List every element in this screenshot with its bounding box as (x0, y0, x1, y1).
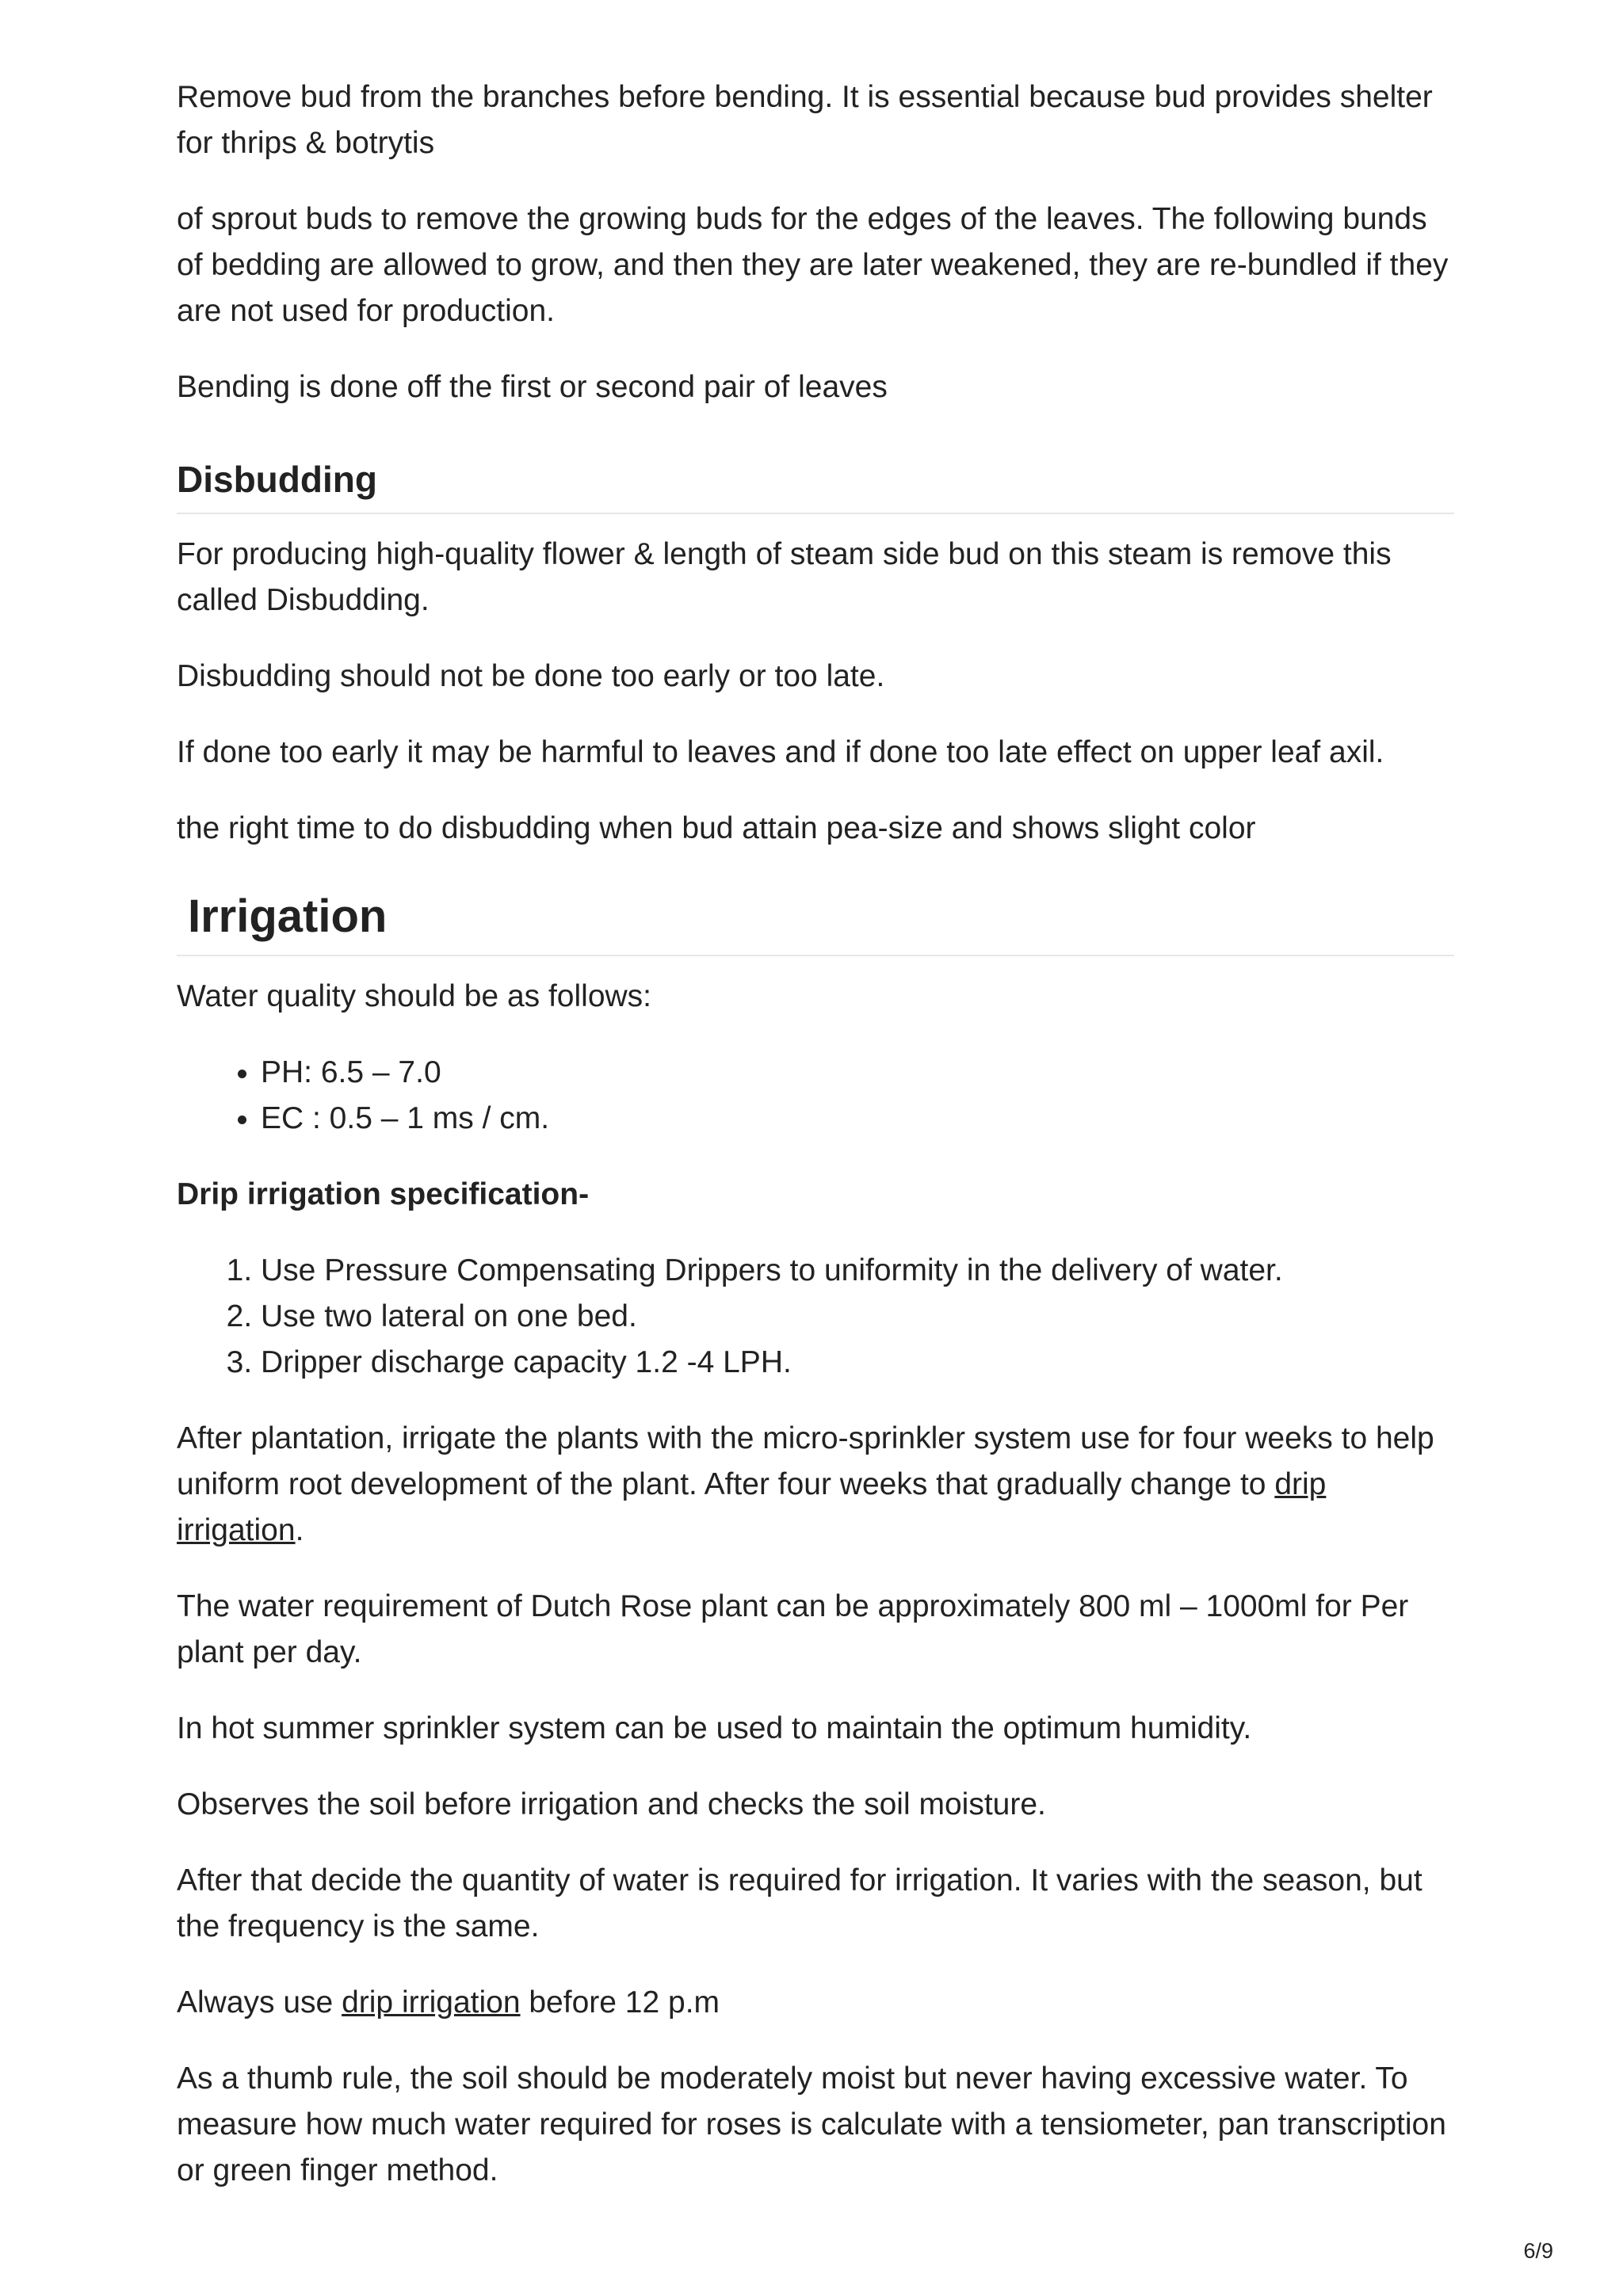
list-item: 1. Use Pressure Compensating Drippers to uniformity in the delivery of water. (261, 1248, 1454, 1294)
paragraph-hot-summer: In hot summer sprinkler system can be used to maintain the optimum humidity. (177, 1711, 1252, 1745)
paragraph-water-requirement: The water requirement of Dutch Rose plant can be approximately 800 ml – 1000ml for Per plant per day. (177, 1589, 1409, 1669)
list-item: 3. Dripper discharge capacity 1.2 -4 LPH. (261, 1340, 1454, 1386)
list-item: • PH: 6.5 – 7.0 (261, 1050, 1454, 1096)
paragraph-observe-soil: Observes the soil before irrigation and checks the soil moisture. (177, 1787, 1046, 1821)
list-item: • EC : 0.5 – 1 ms / cm. (261, 1096, 1454, 1142)
paragraph-disbudding-effects: If done too early it may be harmful to leaves and if done too late effect on upper leaf axil. (177, 735, 1384, 769)
paragraph-thumb-rule: As a thumb rule, the soil should be moderately moist but never having excessive water. To measure how much water required for roses is calculate with a tensiometer, pan transcription or green finger method. (177, 2061, 1446, 2187)
paragraph-bending: Bending is done off the first or second pair of leaves (177, 370, 888, 404)
article-content (177, 74, 1454, 2224)
paragraph-disbudding-timing: Disbudding should not be done too early or too late. (177, 659, 885, 693)
paragraph-sprout-buds: of sprout buds to remove the growing buds for the edges of the leaves. The following bunds of bedding are allowed to grow, and then they are later weakened, they are re-bundled if they are not used for production. (177, 202, 1449, 328)
paragraph-decide-quantity: After that decide the quantity of water is required for irrigation. It varies with the season, but the frequency is the same. (177, 1863, 1423, 1943)
heading-disbudding: Disbudding (177, 456, 1454, 514)
heading-irrigation: Irrigation (177, 888, 1454, 956)
always-use-suffix: before 12 p.m (520, 1985, 720, 2019)
paragraph-disbudding-definition: For producing high-quality flower & length of steam side bud on this steam is remove this called Disbudding. (177, 537, 1392, 617)
drip-irrigation-link[interactable]: drip irrigation (177, 1467, 1327, 1547)
paragraph-disbudding-right-time: the right time to do disbudding when bud attain pea-size and shows slight color (177, 811, 1256, 845)
drip-irrigation-link[interactable]: drip irrigation (342, 1985, 521, 2019)
paragraph-remove-bud: Remove bud from the branches before bending. It is essential because bud provides shelter for thrips & botrytis (177, 80, 1433, 160)
paragraph-after-plantation (177, 1416, 1454, 1554)
drip-spec-heading (177, 1172, 1454, 1218)
water-quality-list (177, 1050, 1454, 1142)
paragraph-water-quality-intro: Water quality should be as follows: (177, 979, 652, 1013)
after-plantation-end: . (295, 1513, 304, 1547)
drip-spec-list (177, 1248, 1454, 1386)
list-item: 2. Use two lateral on one bed. (261, 1294, 1454, 1340)
always-use-prefix: Always use (177, 1985, 342, 2019)
paragraph-always-use (177, 1980, 1454, 2026)
page-number: 6/9 (1523, 2239, 1553, 2263)
drip-spec-heading-text: Drip irrigation specification- (177, 1177, 590, 1211)
after-plantation-text: After plantation, irrigate the plants with the micro-sprinkler system use for four weeks to help uniform root development of the plant. After four weeks that gradually change to (177, 1421, 1434, 1501)
